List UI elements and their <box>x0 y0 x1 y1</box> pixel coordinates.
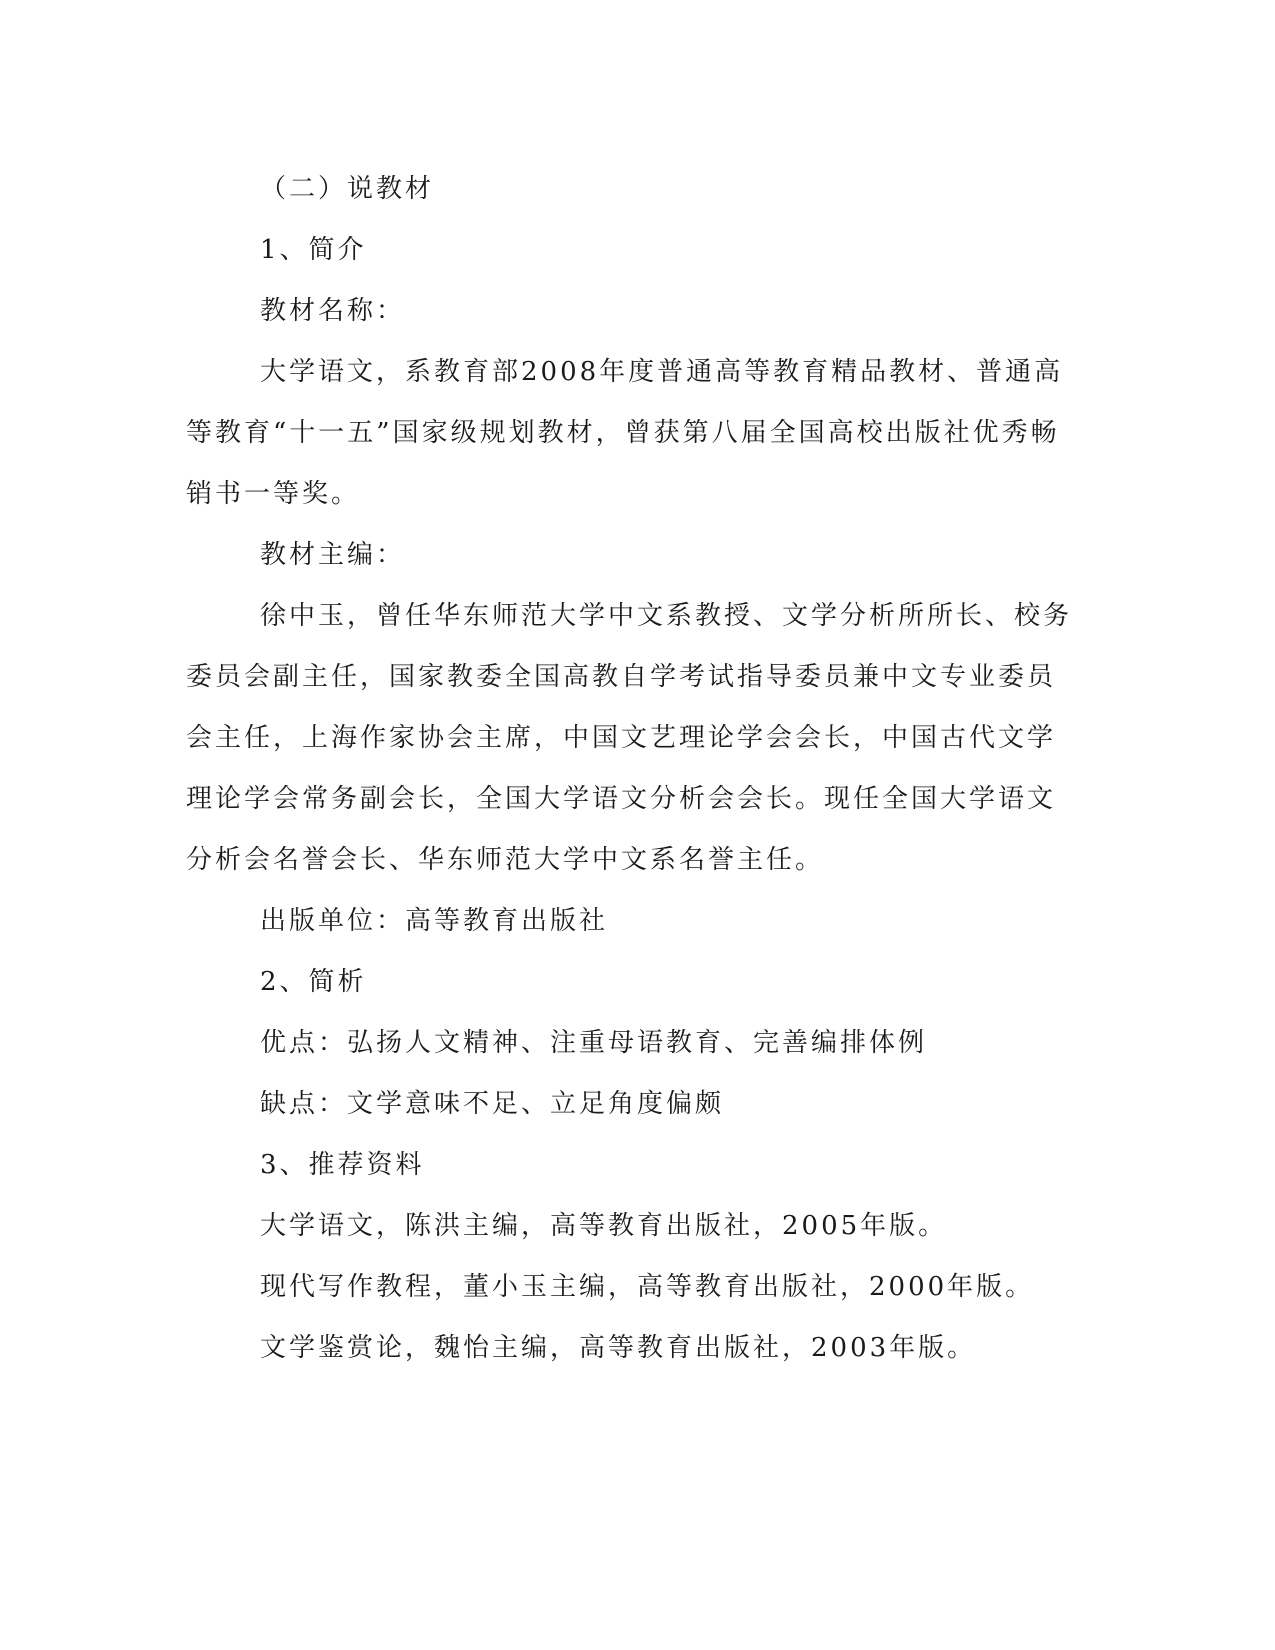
references-heading: 3、推荐资料 <box>260 1150 425 1180</box>
cons-line: 缺点：文学意味不足、立足角度偏颇 <box>260 1089 725 1119</box>
editor-desc-line: 会主任，上海作家协会主席，中国文艺理论学会会长，中国古代文学 <box>186 723 1057 753</box>
textbook-desc-line: 销书一等奖。 <box>186 479 361 509</box>
editor-desc-line: 委员会副主任，国家教委全国高教自学考试指导委员兼中文专业委员 <box>186 662 1057 692</box>
editor-desc-line: 理论学会常务副会长，全国大学语文分析会会长。现任全国大学语文 <box>186 784 1057 814</box>
textbook-name-label: 教材名称： <box>260 296 406 326</box>
analysis-heading: 2、简析 <box>260 967 367 997</box>
reference-item: 文学鉴赏论，魏怡主编，高等教育出版社，2003年版。 <box>260 1333 977 1363</box>
intro-heading: 1、简介 <box>260 235 367 265</box>
document-page <box>186 159 1073 1379</box>
reference-item: 现代写作教程，董小玉主编，高等教育出版社，2000年版。 <box>260 1272 1035 1302</box>
reference-item: 大学语文，陈洪主编，高等教育出版社，2005年版。 <box>260 1211 948 1241</box>
editor-label: 教材主编： <box>260 540 406 570</box>
editor-desc-line: 徐中玉，曾任华东师范大学中文系教授、文学分析所所长、校务 <box>260 601 1073 631</box>
textbook-desc-line: 等教育“十一五”国家级规划教材，曾获第八届全国高校出版社优秀畅 <box>186 418 1060 448</box>
pros-line: 优点：弘扬人文精神、注重母语教育、完善编排体例 <box>260 1028 928 1058</box>
textbook-desc-line: 大学语文，系教育部2008年度普通高等教育精品教材、普通高 <box>260 357 1064 387</box>
publisher-line: 出版单位：高等教育出版社 <box>260 906 609 936</box>
section-heading: （二）说教材 <box>260 174 435 204</box>
editor-desc-line: 分析会名誉会长、华东师范大学中文系名誉主任。 <box>186 845 825 875</box>
